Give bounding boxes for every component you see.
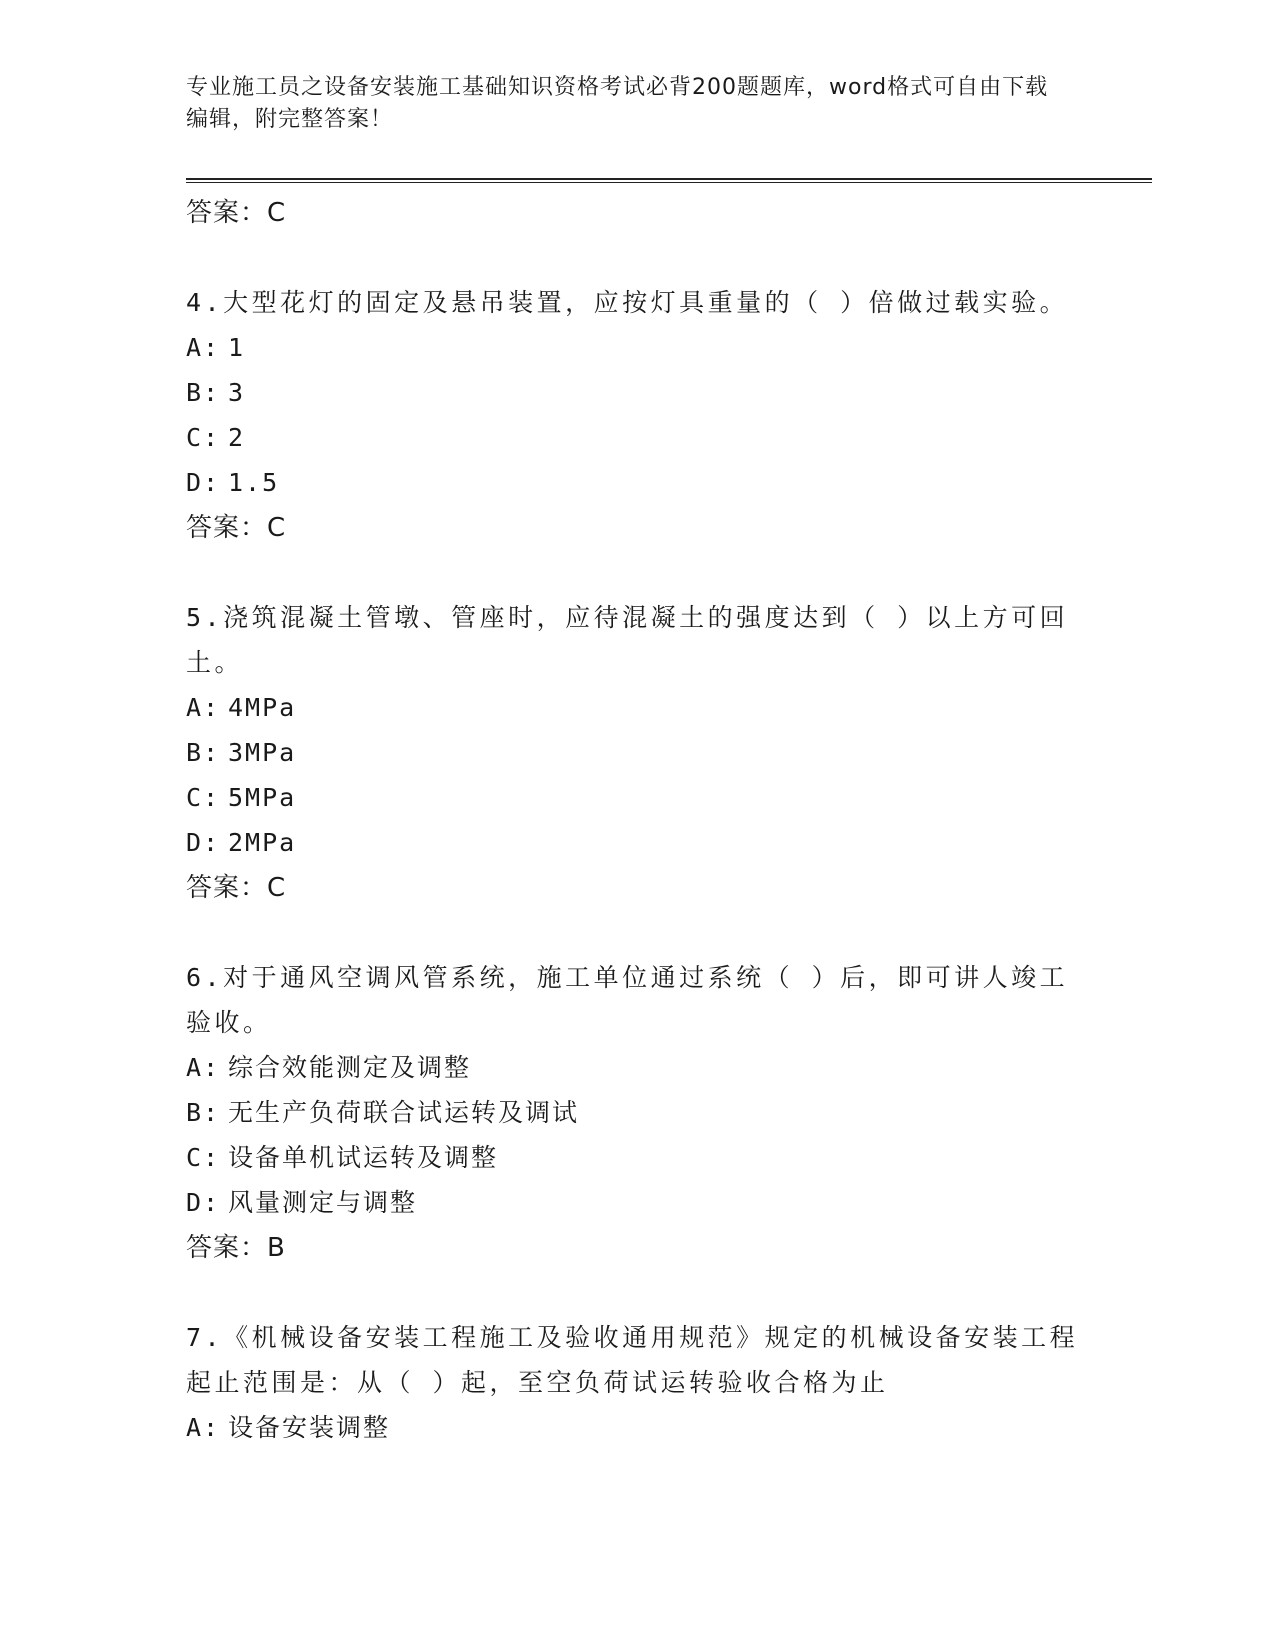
question-stem: 5.浇筑混凝土管墩、管座时，应待混凝土的强度达到（ ）以上方可回土。 [186,603,1069,677]
option-a [186,1045,1086,1090]
option-text: 设备安装调整 [228,1413,391,1442]
option-a [186,325,1086,370]
option-b [186,370,1086,415]
option-letter: A: [186,1053,221,1082]
option-letter: D: [186,1188,221,1217]
option-c [186,1135,1086,1180]
header-divider [186,178,1152,183]
question-item [186,1315,1086,1450]
option-letter: A: [186,693,221,722]
answer-label: 答案： [186,198,268,228]
question-stem: 4.大型花灯的固定及悬吊装置，应按灯具重量的（ ）倍做过载实验。 [186,288,1069,317]
document-header: 专业施工员之设备安装施工基础知识资格考试必背200题题库，word格式可自由下载编辑，附完整答案！ [186,75,1049,132]
answer-label: 答案： [186,873,268,903]
option-text: 1 [228,333,246,362]
option-a [186,685,1086,730]
option-text: 3MPa [228,738,297,767]
question-list [186,190,1086,1450]
option-a [186,1405,1086,1450]
question-item [186,955,1086,1271]
option-letter: C: [186,423,221,452]
option-c [186,775,1086,820]
question-stem: 6.对于通风空调风管系统，施工单位通过系统（ ）后，即可讲人竣工验收。 [186,963,1069,1037]
option-text: 5MPa [228,783,297,812]
option-d [186,1180,1086,1225]
option-letter: D: [186,828,221,857]
option-text: 4MPa [228,693,297,722]
option-text: 风量测定与调整 [228,1188,418,1217]
answer-label: 答案： [186,513,268,543]
question-item [186,280,1086,551]
option-text: 2 [228,423,246,452]
option-letter: B: [186,1098,221,1127]
answer-line [186,1225,1086,1271]
option-text: 无生产负荷联合试运转及调试 [228,1098,580,1127]
option-text: 设备单机试运转及调整 [228,1143,499,1172]
answer-line [186,865,1086,911]
option-letter: B: [186,738,221,767]
answer-value: B [267,1233,286,1263]
answer-label: 答案： [186,1233,268,1263]
option-b [186,1090,1086,1135]
option-letter: C: [186,1143,221,1172]
option-text: 3 [228,378,246,407]
option-text: 2MPa [228,828,297,857]
question-stem: 7.《机械设备安装工程施工及验收通用规范》规定的机械设备安装工程起止范围是：从（ ）起，至空负荷试运转验收合格为止 [186,1323,1079,1397]
option-text: 综合效能测定及调整 [228,1053,472,1082]
option-b [186,730,1086,775]
option-letter: C: [186,783,221,812]
question-item [186,595,1086,911]
answer-line [186,505,1086,551]
option-text: 1.5 [228,468,280,497]
option-letter: A: [186,1413,221,1442]
answer-line [186,190,1086,236]
option-letter: B: [186,378,221,407]
option-d [186,820,1086,865]
answer-value: C [267,198,287,228]
answer-value: C [267,873,287,903]
option-letter: A: [186,333,221,362]
option-d [186,460,1086,505]
answer-value: C [267,513,287,543]
option-c [186,415,1086,460]
option-letter: D: [186,468,221,497]
